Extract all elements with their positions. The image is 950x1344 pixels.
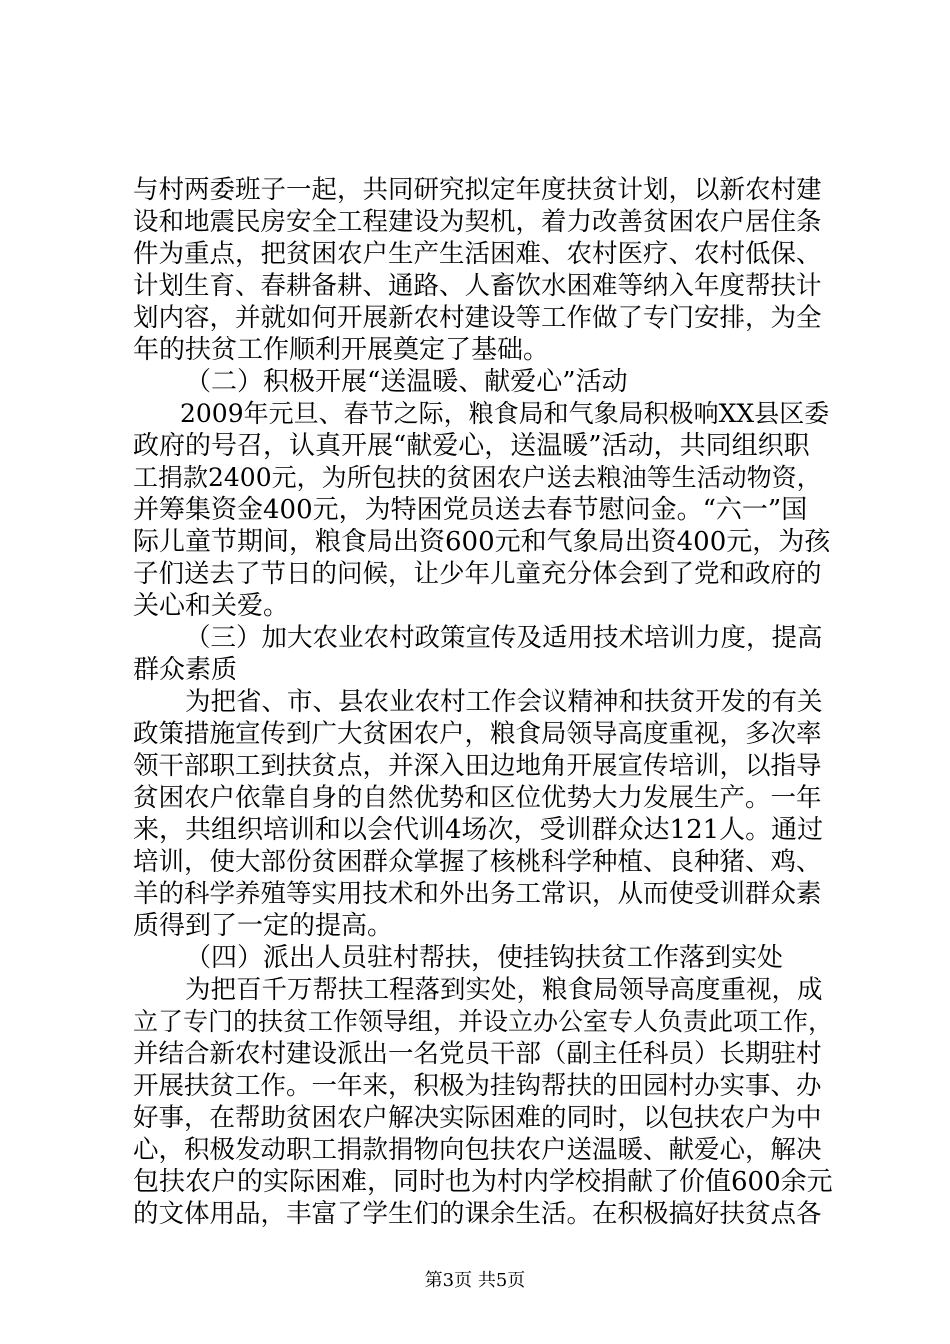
- text-line: 件为重点，把贫困农户生产生活困难、农村医疗、农村低保、: [133, 239, 822, 269]
- text-line: 心，积极发动职工捐款捐物向包扶农户送温暖、献爱心，解决: [133, 1135, 822, 1165]
- text-line: 与村两委班子一起，共同研究拟定年度扶贫计划，以新农村建: [133, 175, 822, 205]
- text-line: 质得到了一定的提高。: [133, 911, 394, 941]
- text-line: 开展扶贫工作。一年来，积极为挂钩帮扶的田园村办实事、办: [133, 1071, 822, 1101]
- text-line: 计划生育、春耕备耕、通路、人畜饮水困难等纳入年度帮扶计: [133, 271, 822, 301]
- text-line: 工捐款2400元，为所包扶的贫困农户送去粮油等生活动物资，: [133, 463, 822, 492]
- section-heading: （三）加大农业农村政策宣传及适用技术培训力度，提高: [185, 623, 823, 653]
- text-line: 贫困农户依靠自身的自然优势和区位优势大力发展生产。一年: [133, 783, 822, 813]
- text-line: 好事，在帮助贫困农户解决实际困难的同时，以包扶农户为中: [133, 1103, 822, 1133]
- text-line: 划内容，并就如何开展新农村建设等工作做了专门安排，为全: [133, 303, 822, 333]
- text-line: 领干部职工到扶贫点，并深入田边地角开展宣传培训，以指导: [133, 751, 822, 781]
- text-line: 包扶农户的实际困难，同时也为村内学校捐献了价值600余元: [133, 1167, 833, 1197]
- text-line: 政策措施宣传到广大贫困农户，粮食局领导高度重视，多次率: [133, 719, 822, 749]
- text-line: 际儿童节期间，粮食局出资600元和气象局出资400元，为孩: [133, 527, 831, 557]
- text-line: 培训，使大部份贫困群众掌握了核桃科学种植、良种猪、鸡、: [133, 847, 822, 877]
- page-number-footer: 第3页 共5页: [424, 1270, 526, 1291]
- text-line: 为把百千万帮扶工程落到实处，粮食局领导高度重视，成: [185, 975, 823, 1005]
- text-line: 为把省、市、县农业农村工作会议精神和扶贫开发的有关: [185, 687, 823, 717]
- text-line: 年的扶贫工作顺利开展奠定了基础。: [133, 335, 550, 365]
- text-line: 羊的科学养殖等实用技术和外出务工常识，从而使受训群众素: [133, 879, 822, 909]
- text-line: 并结合新农村建设派出一名党员干部（副主任科员）长期驻村: [133, 1039, 822, 1069]
- text-line: 并筹集资金400元，为特困党员送去春节慰问金。“六一”国: [133, 495, 808, 525]
- section-heading-continued: 群众素质: [133, 655, 238, 685]
- text-line: 政府的号召，认真开展“献爱心，送温暖”活动，共同组织职: [133, 431, 810, 461]
- text-line: 设和地震民房安全工程建设为契机，着力改善贫困农户居住条: [133, 207, 822, 237]
- text-line: 子们送去了节日的问候，让少年儿童充分体会到了党和政府的: [133, 559, 822, 589]
- text-line: 来，共组织培训和以会代训4场次，受训群众达121人。通过: [133, 815, 824, 845]
- text-line: 立了专门的扶贫工作领导组，并设立办公室专人负责此项工作，: [133, 1007, 834, 1036]
- text-line: 2009年元旦、春节之际，粮食局和气象局积极响XX县区委: [180, 399, 830, 428]
- section-heading: （二）积极开展“送温暖、献爱心”活动: [185, 367, 628, 397]
- text-line: 的文体用品，丰富了学生们的课余生活。在积极搞好扶贫点各: [133, 1199, 822, 1229]
- section-heading: （四）派出人员驻村帮扶，使挂钩扶贫工作落到实处: [185, 943, 784, 973]
- text-line: 关心和关爱。: [133, 591, 290, 621]
